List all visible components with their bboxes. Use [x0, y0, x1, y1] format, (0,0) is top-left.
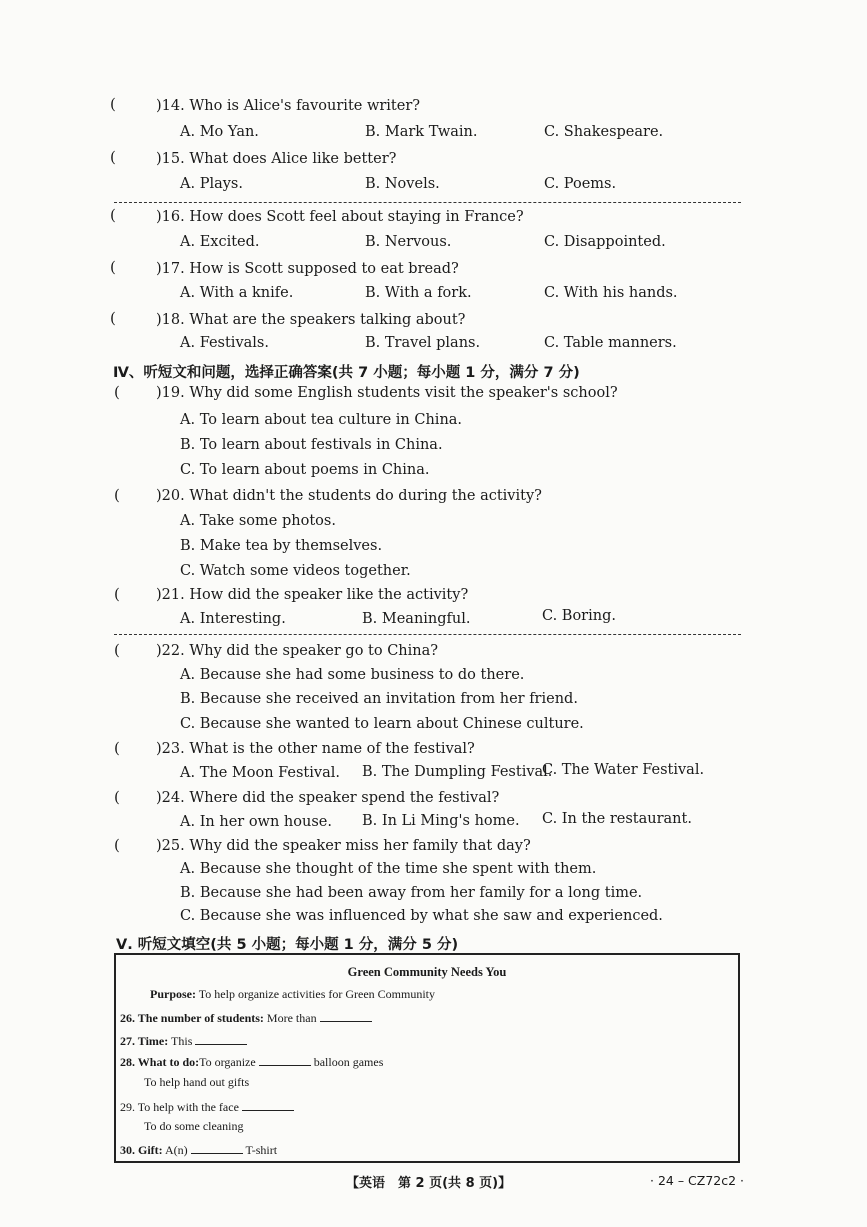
option: B. With a fork. [365, 285, 472, 301]
option: B. Because she had been away from her family for a long time. [180, 885, 643, 901]
notice-box [114, 953, 740, 1163]
question-16: )16. How does Scott feel about staying in France? [156, 209, 524, 225]
option: C. To learn about poems in China. [180, 462, 430, 478]
option: B. To learn about festivals in China. [180, 437, 443, 453]
option: C. With his hands. [544, 285, 678, 301]
answer-paren[interactable]: ( [110, 148, 116, 166]
section-heading-5: Ⅴ. 听短文填空(共 5 小题；每小题 1 分，满分 5 分) [116, 937, 459, 953]
blank-26[interactable] [320, 1009, 372, 1022]
blank-28[interactable] [259, 1053, 311, 1066]
question-15: )15. What does Alice like better? [156, 151, 397, 167]
answer-paren[interactable]: ( [110, 206, 116, 224]
item-29: 29. To help with the face [120, 1098, 294, 1115]
option: B. Mark Twain. [365, 124, 478, 140]
question-18: )18. What are the speakers talking about? [156, 312, 466, 328]
option: A. Because she thought of the time she spent with them. [180, 861, 597, 877]
answer-paren[interactable]: ( [114, 788, 120, 806]
option: A. Take some photos. [180, 513, 336, 529]
section-divider [114, 202, 741, 203]
blank-29[interactable] [242, 1098, 294, 1111]
option: B. Novels. [365, 176, 440, 192]
option: B. Travel plans. [365, 335, 481, 351]
answer-paren[interactable]: ( [110, 258, 116, 276]
option: C. Poems. [544, 176, 617, 192]
option: C. Table manners. [544, 335, 677, 351]
blank-30[interactable] [191, 1141, 243, 1154]
answer-paren[interactable]: ( [114, 739, 120, 757]
option: A. In her own house. [180, 814, 332, 830]
answer-paren[interactable]: ( [114, 585, 120, 603]
blank-27[interactable] [195, 1032, 247, 1045]
item-28: 28. What to do:To organize balloon games [120, 1055, 384, 1069]
answer-paren[interactable]: ( [110, 95, 116, 113]
option: A. Festivals. [180, 335, 269, 351]
answer-paren[interactable]: ( [114, 486, 120, 504]
option: C. Boring. [542, 608, 616, 624]
option: C. Shakespeare. [544, 124, 664, 140]
option: A. Plays. [180, 176, 243, 192]
option: C. Disappointed. [544, 234, 666, 250]
option: B. Make tea by themselves. [180, 538, 383, 554]
question-22: )22. Why did the speaker go to China? [156, 643, 439, 659]
purpose-line: Purpose: To help organize activities for Green Community [150, 987, 436, 1001]
option: B. Meaningful. [362, 611, 471, 627]
question-14: )14. Who is Alice's favourite writer? [156, 98, 421, 114]
option: B. The Dumpling Festival. [362, 764, 553, 780]
paper-code: · 24 – CZ72c2 · [650, 1173, 745, 1188]
question-25: )25. Why did the speaker miss her family that day? [156, 838, 531, 854]
option: C. The Water Festival. [542, 762, 705, 778]
question-20: )20. What didn't the students do during the activity? [156, 488, 542, 504]
option: B. Because she received an invitation from her friend. [180, 691, 578, 707]
option: B. In Li Ming's home. [362, 813, 520, 829]
option: A. The Moon Festival. [180, 765, 340, 781]
answer-paren[interactable]: ( [114, 383, 120, 401]
question-17: )17. How is Scott supposed to eat bread? [156, 261, 459, 277]
answer-paren[interactable]: ( [110, 309, 116, 327]
item-27: 27. Time: This [120, 1032, 247, 1049]
option: A. Interesting. [180, 611, 286, 627]
option: C. Because she wanted to learn about Chinese culture. [180, 716, 584, 732]
option: A. With a knife. [180, 285, 294, 301]
option: A. Because she had some business to do there. [180, 667, 525, 683]
question-23: )23. What is the other name of the festival? [156, 741, 475, 757]
question-21: )21. How did the speaker like the activity? [156, 587, 469, 603]
page-footer: 【英语 第 2 页(共 8 页)】 [346, 1176, 512, 1191]
item-26: 26. The number of students: More than [120, 1009, 372, 1026]
section-divider [114, 634, 741, 635]
option: C. Watch some videos together. [180, 563, 411, 579]
option: A. Excited. [180, 234, 260, 250]
item-30: 30. Gift: A(n) T-shirt [120, 1143, 278, 1157]
item-28-extra: To help hand out gifts [144, 1075, 250, 1089]
option: B. Nervous. [365, 234, 452, 250]
answer-paren[interactable]: ( [114, 641, 120, 659]
box-title: Green Community Needs You [347, 965, 507, 979]
question-24: )24. Where did the speaker spend the festival? [156, 790, 500, 806]
item-29-extra: To do some cleaning [144, 1119, 244, 1133]
section-heading-4: Ⅳ、听短文和问题，选择正确答案(共 7 小题；每小题 1 分，满分 7 分) [113, 365, 580, 381]
option: A. Mo Yan. [180, 124, 259, 140]
answer-paren[interactable]: ( [114, 836, 120, 854]
question-19: )19. Why did some English students visit the speaker's school? [156, 385, 618, 401]
option: C. Because she was influenced by what she saw and experienced. [180, 908, 663, 924]
option: C. In the restaurant. [542, 811, 692, 827]
option: A. To learn about tea culture in China. [180, 412, 463, 428]
